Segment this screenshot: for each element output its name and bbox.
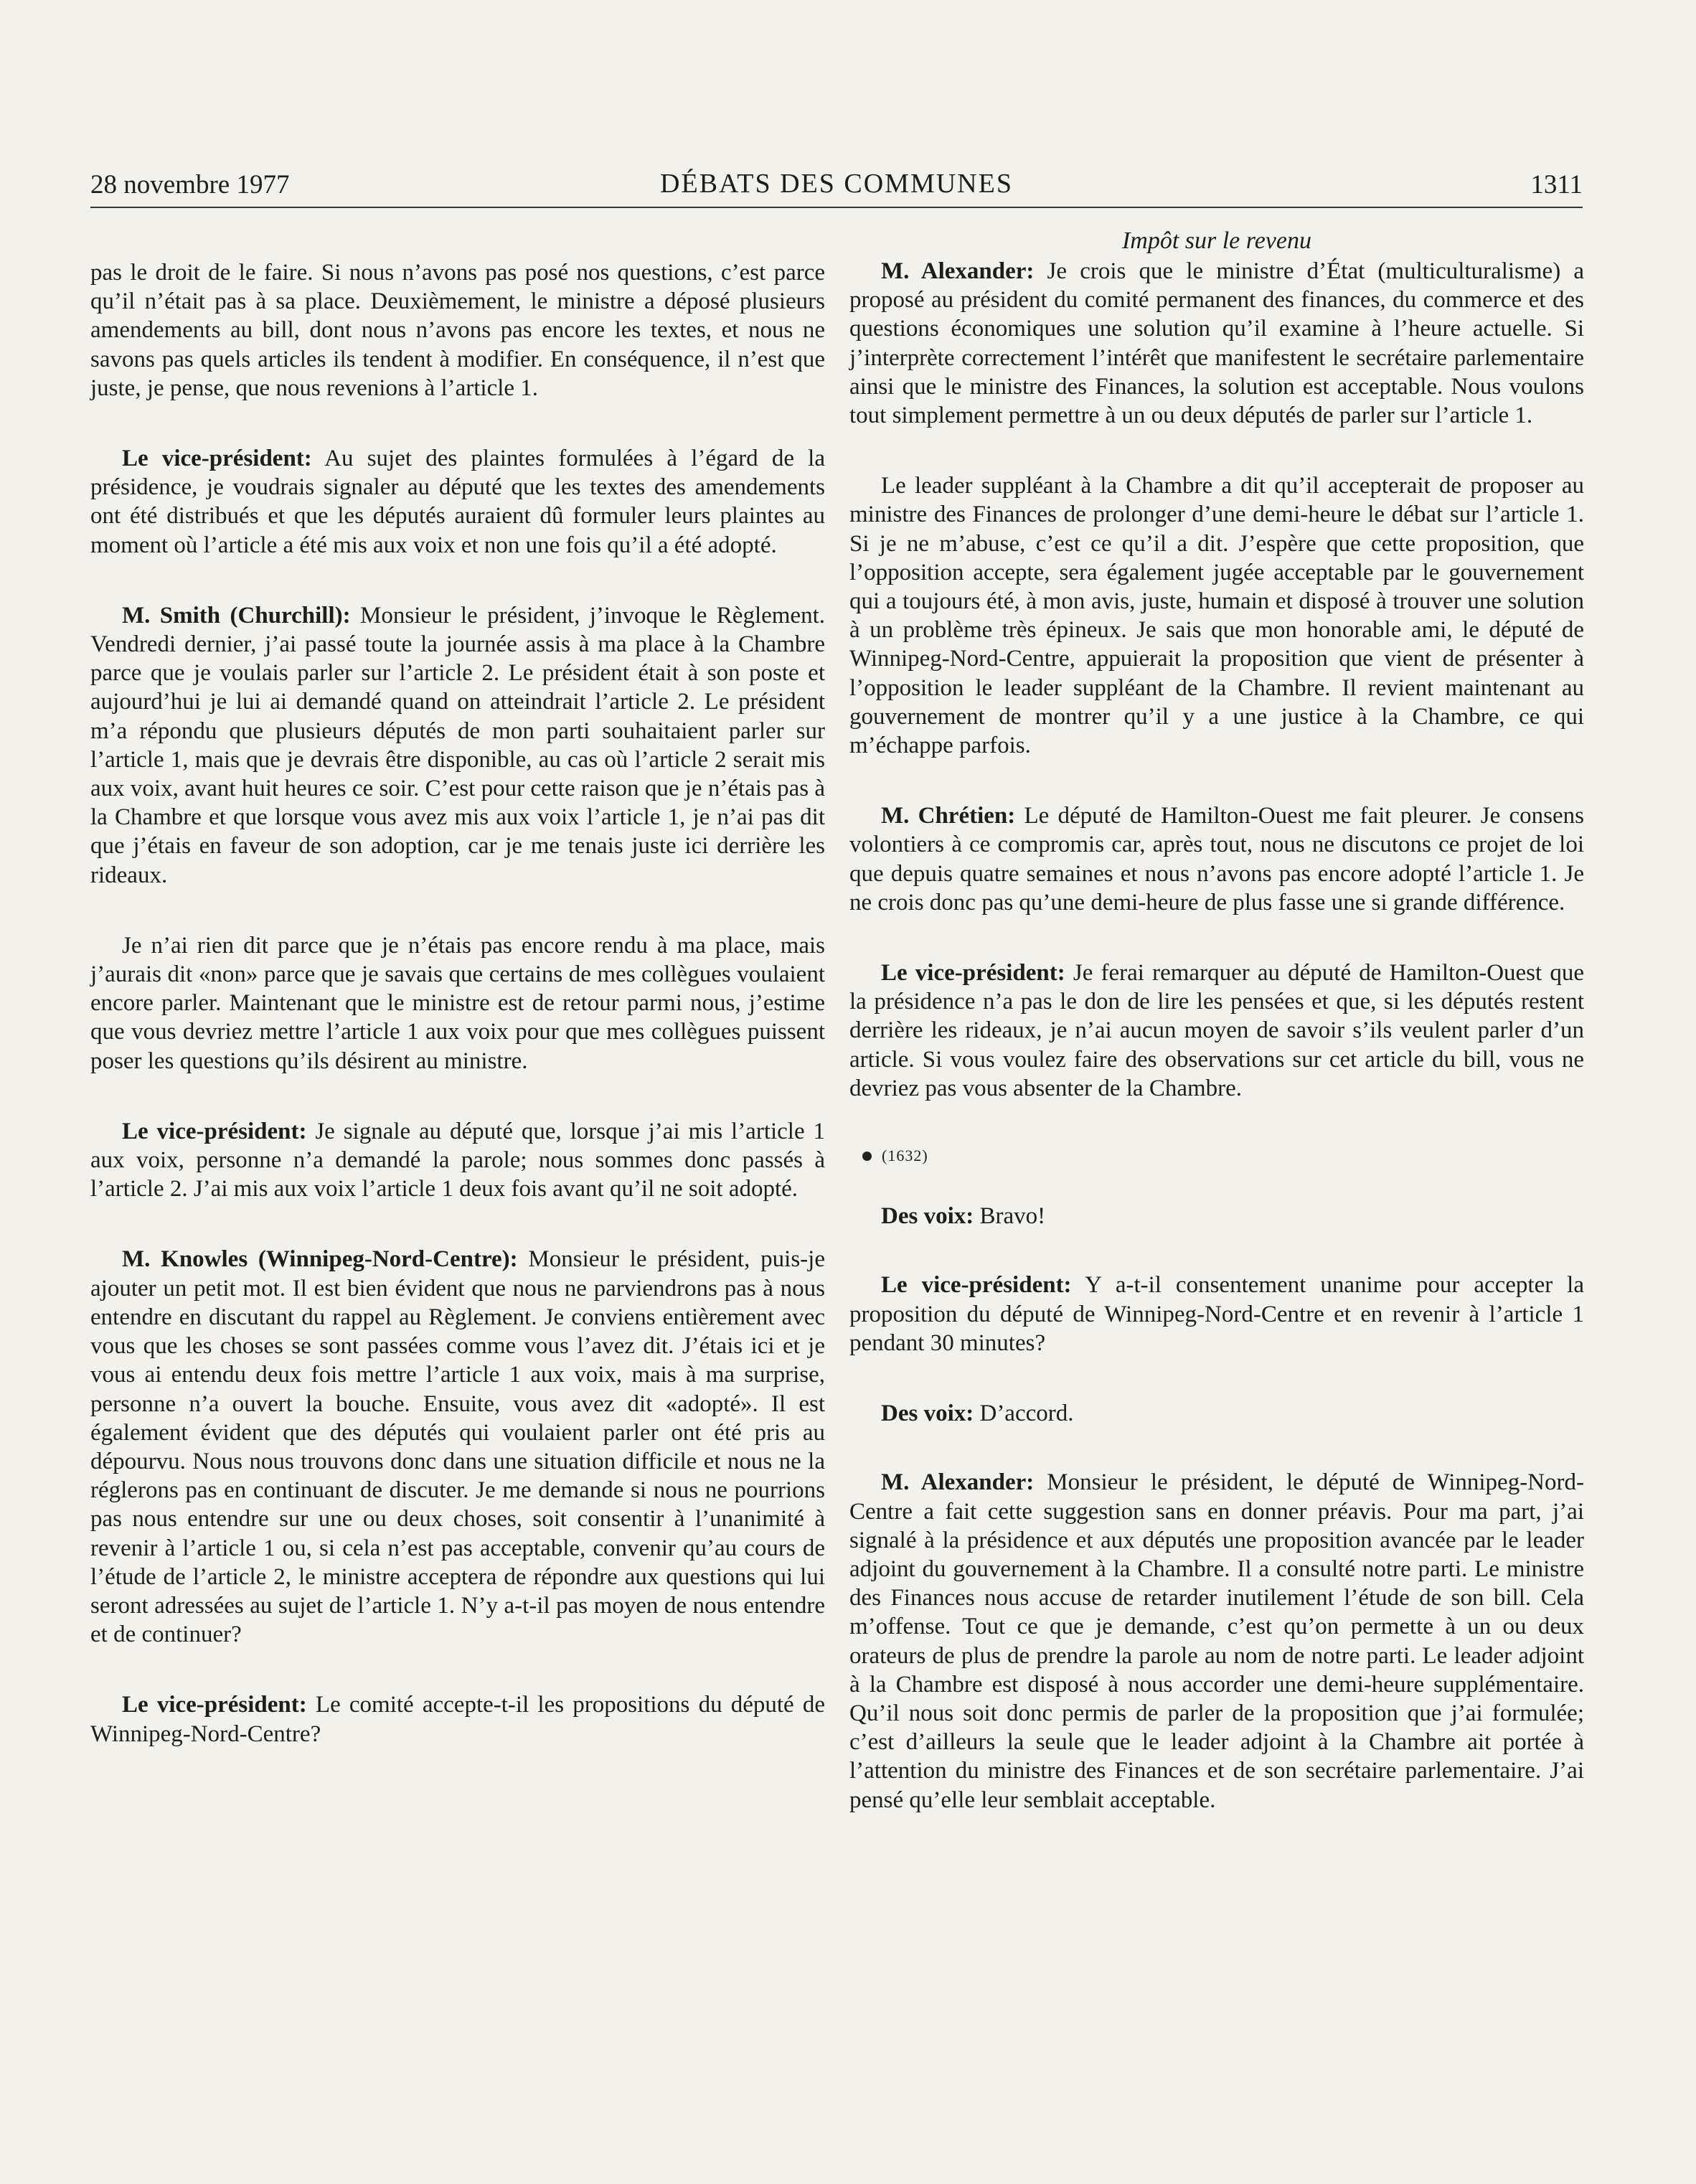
- paragraph: [849, 257, 1584, 430]
- paragraph: [849, 1271, 1584, 1357]
- paragraph: [90, 258, 825, 403]
- paragraph-text: Je ferai remarquer au député de Hamilton-Ouest que la présidence n’a pas le don de lire les pensées et que, si les députés restent derrière les rideaux, je n’ai aucun moyen de savoir s’ils veulent parler d’un article. Si vous voulez faire des observations sur cet article du bill, vous ne devriez pas vous absenter de la Chambre.: [849, 960, 1584, 1101]
- header-title: DÉBATS DES COMMUNES: [660, 169, 1013, 199]
- speaker-name: Des voix:: [881, 1203, 974, 1230]
- paragraph-text: Monsieur le président, le député de Winnipeg-Nord-Centre a fait cette suggestion sans en donner préavis. Pour ma part, j’ai signalé à la présidence et aux députés une proposition avancée par le leader adjoint du gouvernement à la Chambre. Il a consulté notre parti. Le ministre des Finances nous accuse de retarder inutilement l’étude de son bill. Cela m’offense. Tout ce que je demande, c’est qu’on permette à un ou deux orateurs de plus de prendre la parole au nom de notre parti. Le leader adjoint à la Chambre est disposé à nous accorder une demi-heure supplémentaire. Qu’il nous soit donc permis de parler de la proposition que j’ai formulée; c’est d’ailleurs la seule que le leader adjoint à la Chambre ait portée à l’attention du ministre des Finances et de son secrétaire parlementaire. J’ai pensé qu’elle leur semblait acceptable.: [849, 1469, 1584, 1813]
- paragraph-text: pas le droit de le faire. Si nous n’avons pas posé nos questions, c’est parce qu’il n’était pas à sa place. Deuxièmement, le ministre a déposé plusieurs amendements au bill, dont nous n’avons pas encore les textes, et nous ne savons pas quels articles ils tendent à modifier. En conséquence, il n’est que juste, je pense, que nous revenions à l’article 1.: [90, 260, 825, 401]
- speaker-name: Le vice-président:: [122, 446, 312, 472]
- paragraph: [849, 1399, 1584, 1428]
- speaker-name: Le vice-président:: [881, 1272, 1072, 1299]
- paragraph-text: Je n’ai rien dit parce que je n’étais pas encore rendu à ma place, mais j’aurais dit «non» parce que je savais que certains de mes collègues voulaient encore parler. Maintenant que le ministre est de retour parmi nous, j’estime que vous devriez mettre l’article 1 aux voix pour que mes collègues puissent poser les questions qu’ils désirent au ministre.: [90, 932, 825, 1074]
- paragraph: [849, 471, 1584, 760]
- speaker-name: Le vice-président:: [122, 1118, 307, 1144]
- paragraph-text: Je crois que le ministre d’État (multiculturalisme) a proposé au président du comité permanent des finances, du commerce et des questions économiques une solution qu’il examine à l’heure actuelle. Si j’interprète correctement l’intérêt que manifestent le secrétaire parlementaire ainsi que le ministre des Finances, la solution est acceptable. Nous voulons tout simplement permettre à un ou deux députés de parler sur l’article 1.: [849, 258, 1585, 429]
- paragraph: [90, 1117, 825, 1204]
- paragraph: [849, 959, 1584, 1103]
- paragraph-text: Le député de Hamilton-Ouest me fait pleurer. Je consens volontiers à ce compromis car, après tout, nous ne discutons ce projet de loi que depuis quatre semaines et nous n’avons pas encore adopté l’article 1. Je ne crois donc pas qu’une demi-heure de plus fasse une si grande différence.: [849, 803, 1585, 916]
- paragraph: [90, 444, 825, 560]
- speaker-name: Le vice-président:: [881, 960, 1065, 987]
- paragraph: [90, 601, 825, 890]
- paragraph-text: Monsieur le président, j’invoque le Règlement. Vendredi dernier, j’ai passé toute la journée assis à ma place à la Chambre parce que je voulais parler sur l’article 2. Le président était à son poste et aujourd’hui je lui ai demandé quand on atteindrait l’article 2. Le président m’a répondu que plusieurs députés de mon parti souhaitaient parler sur l’article 1, mais que je devrais être disponible, au cas où l’article 2 serait mis aux voix, avant huit heures ce soir. C’est pour cette raison que je n’étais pas à la Chambre et que lorsque vous avez mis aux voix l’article 1, je n’ai pas dit que j’étais en faveur de son adoption, car je me tenais juste ici derrière les rideaux.: [90, 602, 826, 888]
- page-number: 1311: [1530, 170, 1583, 199]
- speaker-name: Des voix:: [881, 1401, 974, 1427]
- speaker-name: M. Chrétien:: [881, 803, 1016, 829]
- paragraph: [849, 1468, 1584, 1814]
- paragraph-text: D’accord.: [974, 1401, 1074, 1427]
- left-column: [90, 258, 825, 1790]
- bullet-icon: [862, 1152, 872, 1161]
- header-date: 28 novembre 1977: [90, 170, 290, 199]
- paragraph-text: Le comité accepte-t-il les propositions du député de Winnipeg-Nord-Centre?: [90, 1692, 825, 1747]
- paragraph: [849, 801, 1584, 917]
- paragraph-text: Y a-t-il consentement unanime pour accepter la proposition du député de Winnipeg-Nord-Centre et en revenir à l’article 1 pendant 30 minutes?: [849, 1272, 1584, 1356]
- timestamp-text: (1632): [882, 1147, 928, 1165]
- paragraph-text: Bravo!: [974, 1203, 1046, 1230]
- speaker-name: M. Knowles (Winnipeg-Nord-Centre):: [122, 1246, 518, 1273]
- paragraph-text: Je signale au député que, lorsque j’ai mis l’article 1 aux voix, personne n’a demandé la parole; nous sommes donc passés à l’article 2. J’ai mis aux voix l’article 1 deux fois avant qu’il ne soit adopté.: [90, 1118, 825, 1202]
- speaker-name: M. Alexander:: [881, 258, 1035, 284]
- paragraph: [849, 1202, 1584, 1230]
- paragraph-text: Au sujet des plaintes formulées à l’égard de la présidence, je voudrais signaler au député que les textes des amendements ont été distribués et que les députés auraient dû formuler leurs plaintes au moment où l’article a été mis aux voix et non une fois qu’il a été adopté.: [90, 446, 825, 558]
- paragraph-text: Le leader suppléant à la Chambre a dit qu’il accepterait de proposer au ministre des Finances de prolonger d’une demi-heure le débat sur l’article 1. Si je ne m’abuse, c’est ce qu’il a dit. J’espère que cette proposition, que l’opposition accepte, sera également jugée acceptable par le gouvernement qui a toujours été, à mon avis, juste, humain et disposé à trouver une solution à un problème très épineux. Je sais que mon honorable ami, le député de Winnipeg-Nord-Centre, appuierait la proposition que vient de présenter à l’opposition le leader suppléant de la Chambre. Il revient maintenant au gouvernement de montrer qu’il y a une justice à la Chambre, ce qui m’échappe parfois.: [849, 473, 1584, 759]
- paragraph: [90, 931, 825, 1075]
- speaker-name: M. Smith (Churchill):: [122, 602, 351, 629]
- right-column: [849, 227, 1584, 1856]
- page-header: [90, 164, 1583, 208]
- section-title: Impôt sur le revenu: [1121, 227, 1312, 254]
- paragraph-text: Monsieur le président, puis-je ajouter un petit mot. Il est bien évident que nous ne parviendrons pas à nous entendre en discutant du rappel au Règlement. Je conviens entièrement avec vous que les choses se sont passées comme vous l’avez dit. J’étais ici et je vous ai entendu deux fois mettre l’article 1 aux voix, mais à ma surprise, personne n’a ouvert la bouche. Ensuite, vous avez dit «adopté». Il est également évident que des députés qui voulaient parler ont été pris au dépourvu. Nous nous trouvons donc dans une situation difficile et nous ne la réglerons pas en continuant de discuter. Je me demande si nous ne pourrions pas nous entendre sur une ou deux choses, soit consentir à l’unanimité à revenir à l’article 1 ou, si cela n’est pas acceptable, convenir qu’au cours de l’étude de l’article 2, le ministre acceptera de répondre aux questions qui lui seront adressées au sujet de l’article 1. N’y a-t-il pas moyen de nous entendre et de continuer?: [90, 1246, 825, 1648]
- timestamp: [862, 1142, 1584, 1170]
- speaker-name: Le vice-président:: [122, 1692, 307, 1718]
- paragraph: [90, 1245, 825, 1649]
- paragraph: [90, 1690, 825, 1748]
- speaker-name: M. Alexander:: [881, 1469, 1035, 1496]
